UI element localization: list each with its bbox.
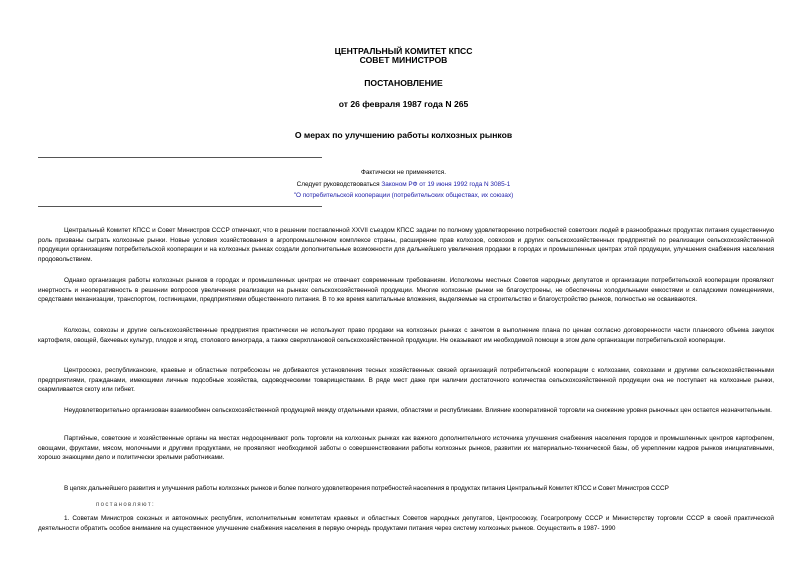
- law-title-link[interactable]: "О потребительской кооперации (потребительских обществах, их союзах): [293, 192, 514, 199]
- org-line-2: СОВЕТ МИНИСТРОВ: [359, 55, 448, 65]
- divider-top: [38, 157, 322, 158]
- paragraph-5: Неудовлетворительно организован взаимообмен сельскохозяйственной продукцией между отдельными краями, областями и республиками. Влияние кооперативной торговли на снижение уровня рыночных цен остается незначительным.: [64, 407, 772, 414]
- resolves-label: постановляют:: [96, 502, 156, 508]
- paragraph-2: Однако организация работы колхозных рынков в городах и промышленных центрах не отвечает современным требованиям. Исполкомы местных Советов народных депутатов и организации потребительской кооперации проявляют инертность и неоперативность в решении вопросов увеличения реализации на рынках сельскохозяйственной продукции. Многие колхозные рынки не благоустроены, не обеспечены холодильными емкостями и складскими помещениями, средствами механизации, транспортом, гостиницами, предприятиями общественного питания. В то же время капитальные вложения, выделяемые на строительство и благоустройство рынков, полностью не осваиваются.: [38, 277, 774, 304]
- paragraph-3: Колхозы, совхозы и другие сельскохозяйственные предприятия практически не используют право продажи на колхозных рынках с зачетом в выполнение плана по ценам согласно договоренности части планового объема закупок картофеля, овощей, бахчевых культур, плодов и ягод, столового винограда, а также сверхплановой сельскохозяйственной продукции. Не оказывают им необходимой помощи в этом деле организации потребительской кооперации.: [38, 327, 774, 344]
- org-line-1: ЦЕНТРАЛЬНЫЙ КОМИТЕТ КПСС: [334, 46, 473, 56]
- law-link[interactable]: Законом РФ от 19 июня 1992 года N 3085-1: [381, 181, 511, 188]
- note-line-2-prefix: Следует руководствоваться: [296, 181, 382, 188]
- note-line-1: Фактически не применяется.: [360, 169, 446, 176]
- note-line-2: [0, 180, 807, 190]
- paragraph-4: Центросоюз, республиканские, краевые и областные потребсоюзы не добиваются установления тесных хозяйственных связей организаций потребительской кооперации с колхозами, совхозами и другими сельскохозяйственными предприятиями, гражданами, имеющими личные подсобные хозяйства, садоводческими товариществами. В ряде мест даже при наличии достаточного количества сельскохозяйственной продукции она не поступает на колхозные рынки, скармливается скоту или гибнет.: [38, 367, 774, 394]
- doc-type: ПОСТАНОВЛЕНИЕ: [364, 78, 443, 88]
- date-number: от 26 февраля 1987 года N 265: [338, 99, 469, 109]
- note-line-3: [0, 191, 807, 201]
- doc-title: О мерах по улучшению работы колхозных рынков: [294, 130, 513, 140]
- paragraph-6: Партийные, советские и хозяйственные органы на местах недооценивают роль торговли на колхозных рынках как важного дополнительного источника улучшения снабжения населения городов и промышленных центров картофелем, овощами, фруктами, мясом, молочными и другими продуктами, не проявляют необходимой заботы о совершенствовании работы колхозных рынков, развитии их материально-технической базы, об укреплении кадров рынков инициативными, хорошо знающими дело и политически зрелыми работниками.: [38, 435, 774, 462]
- paragraph-8: 1. Советам Министров союзных и автономных республик, исполнительным комитетам краевых и областных Советов народных депутатов, Центросоюзу, Госагропрому СССР и Министерству торговли СССР в своей практической деятельности обратить особое внимание на существенное улучшение снабжения населения в первую очередь продуктами питания через систему колхозных рынков. Осуществить в 1987- 1990: [38, 515, 774, 532]
- paragraph-1: Центральный Комитет КПСС и Совет Министров СССР отмечают, что в решении поставленной XXVII съездом КПСС задачи по полному удовлетворению потребностей советских людей в разнообразных продуктах питания существенную роль призваны сыграть колхозные рынки. Новые условия хозяйствования в агропромышленном комплексе страны, расширение прав колхозов, совхозов и других сельскохозяйственных предприятий по реализации сельскохозяйственной продукции организациям потребительской кооперации и на колхозных рынках создали дополнительные возможности для дальнейшего увеличения продажи в городах и промышленных центрах этой продукции, улучшения снабжения населения продовольствием.: [38, 227, 774, 263]
- paragraph-7: В целях дальнейшего развития и улучшения работы колхозных рынков и более полного удовлетворения потребностей населения в продуктах питания Центральный Комитет КПСС и Совет Министров СССР: [64, 485, 669, 492]
- divider-bottom: [38, 206, 322, 207]
